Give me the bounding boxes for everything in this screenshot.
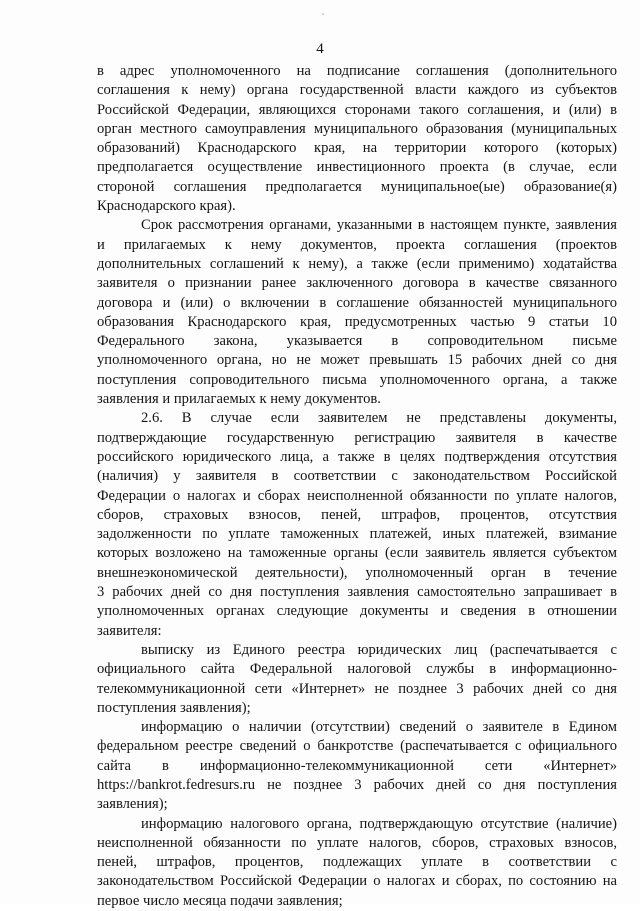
text-line: первое число месяца подачи заявления;	[97, 892, 343, 909]
text-line: сборов, страховых взносов, пеней, штрафов, процентов, отсутствия	[97, 506, 617, 523]
text-line: дополнительных соглашений к нему), а также (если применимо) ходатайства	[97, 255, 617, 272]
text-line: и прилагаемых к нему документов, проекта соглашения (проектов	[97, 236, 617, 253]
text-line: неисполненной обязанности по уплате налогов, сборов, страховых взносов,	[97, 834, 617, 851]
text-line: федеральном реестре сведений о банкротстве (распечатывается с официального	[97, 738, 617, 755]
text-line: выписку из Единого реестра юридических лиц (распечатывается с	[141, 641, 617, 658]
text-line: сайта в информационно-телекоммуникационной сети «Интернет»	[97, 757, 617, 774]
text-line: информацию налогового органа, подтверждающую отсутствие (наличие)	[141, 815, 617, 832]
scan-speck	[322, 13, 324, 15]
text-line: договора и (или) о включении в соглашение обязанностей муниципального	[97, 294, 617, 311]
text-line: информацию о наличии (отсутствии) сведений о заявителе в Едином	[141, 719, 617, 736]
text-line: которых возложено на таможенные органы (если заявитель является субъектом	[97, 545, 617, 562]
text-line: заявления);	[97, 796, 168, 813]
text-line: заявителя о признании ранее заключенного договора в качестве связанного	[97, 275, 617, 292]
text-line: телекоммуникационной сети «Интернет» не позднее 3 рабочих дней со дня	[97, 680, 617, 697]
text-line: поступления заявления);	[97, 699, 251, 716]
text-line: https://bankrot.fedresurs.ru не позднее 3 рабочих дней со дня поступления	[97, 776, 617, 793]
text-line: 3 рабочих дней со дня поступления заявления самостоятельно запрашивает в	[97, 584, 617, 601]
text-line: орган местного самоуправления муниципального образования (муниципальных	[97, 120, 617, 137]
text-line: Российской Федерации, являющихся сторонами такого соглашения, и (или) в	[97, 101, 617, 118]
text-line: внешнеэкономической деятельности), уполномоченный орган в течение	[97, 564, 617, 581]
text-line: в адрес уполномоченного на подписание соглашения (дополнительного	[97, 63, 617, 79]
text-line: Краснодарского края).	[97, 198, 236, 215]
text-line: образований) Краснодарского края, на территории которого (которых)	[97, 140, 617, 157]
text-line: предполагается осуществление инвестиционного проекта (в случае, если	[97, 159, 617, 176]
text-line: уполномоченных органах следующие документы и сведения в отношении	[97, 603, 617, 620]
text-line: заявителя:	[97, 622, 162, 639]
text-line: Срок рассмотрения органами, указанными в настоящем пункте, заявления	[141, 217, 617, 234]
text-line: официального сайта Федеральной налоговой службы в информационно-	[97, 661, 617, 678]
page-number: 4	[316, 41, 324, 57]
text-line: российского юридического лица, а также в целях подтверждения отсутствия	[97, 448, 617, 465]
text-line: задолженности по уплате таможенных платежей, иных платежей, взимание	[97, 526, 617, 543]
text-line: пеней, штрафов, процентов, подлежащих уплате в соответствии с	[97, 854, 617, 871]
text-line: подтверждающие государственную регистрацию заявителя в качестве	[97, 429, 617, 446]
document-body	[97, 62, 617, 911]
text-line: поступления сопроводительного письма уполномоченного органа, а также	[97, 371, 617, 388]
text-line: уполномоченного органа, но не может превышать 15 рабочих дней со дня	[97, 352, 617, 369]
text-line: образования Краснодарского края, предусмотренных частью 9 статьи 10	[97, 313, 617, 330]
text-line: законодательством Российской Федерации о налогах и сборах, по состоянию на	[97, 873, 617, 890]
text-line: 2.6. В случае если заявителем не представлены документы,	[141, 410, 617, 427]
text-line: Федерального закона, указывается в сопроводительном письме	[97, 333, 617, 350]
text-line: (наличия) у заявителя в соответствии с законодательством Российской	[97, 468, 617, 485]
text-line: заявления и прилагаемых к нему документов.	[97, 391, 381, 408]
text-line: стороной соглашения предполагается муниципальное(ые) образование(я)	[97, 178, 617, 195]
text-line: соглашения к нему) органа государственной власти каждого из субъектов	[97, 82, 617, 99]
text-line: Федерации о налогах и сборах неисполненной обязанности по уплате налогов,	[97, 487, 617, 504]
